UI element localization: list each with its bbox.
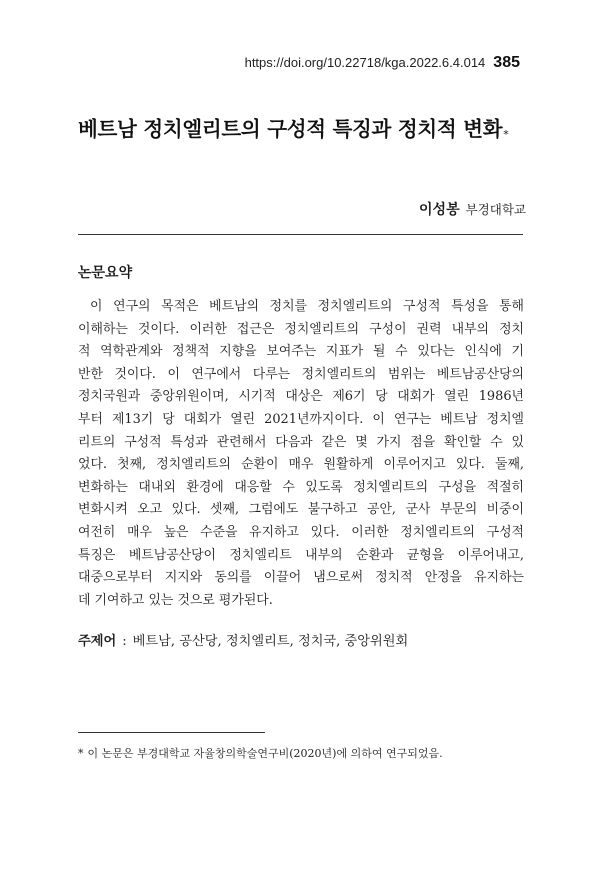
page-number: 385 bbox=[493, 54, 520, 71]
page-header bbox=[245, 54, 520, 72]
abstract-line: 이 연구의 목적은 베트남의 정치를 정치엘리트의 구성적 특성을 통해 bbox=[90, 299, 524, 314]
keywords-label: 주제어 bbox=[78, 634, 117, 649]
abstract-line: 여전히 매우 높은 수준을 유지하고 있다. 이러한 정치엘리트의 구성적 bbox=[78, 524, 524, 540]
keywords-list: 베트남, 공산당, 정치엘리트, 정치국, 중앙위원회 bbox=[132, 634, 409, 649]
header-divider bbox=[78, 234, 523, 235]
keywords-separator: : bbox=[122, 634, 127, 649]
footnote-divider bbox=[78, 732, 265, 733]
abstract-line: 정치국원과 중앙위원이며, 시기적 대상은 제6기 당 대회가 열린 1986년 bbox=[78, 389, 524, 405]
paper-title-text: 베트남 정치엘리트의 구성적 특징과 정치적 변화 bbox=[78, 117, 503, 141]
abstract-body bbox=[78, 296, 524, 612]
author-affiliation: 부경대학교 bbox=[465, 202, 526, 217]
paper-title bbox=[78, 112, 538, 142]
abstract-line: 변화하는 대내외 환경에 대응할 수 있도록 정치엘리트의 구성을 적절히 bbox=[78, 479, 524, 495]
footnote-mark: * bbox=[78, 747, 84, 760]
abstract-line: 리트의 구성적 특성과 관련해서 다음과 같은 몇 가지 점을 확인할 수 있 bbox=[78, 434, 524, 450]
author-name: 이성봉 bbox=[419, 202, 460, 218]
abstract-heading: 논문요약 bbox=[78, 265, 133, 281]
abstract-line: 특징은 베트남공산당이 정치엘리트 내부의 순환과 균형을 이루어내고, bbox=[78, 547, 524, 563]
author-block bbox=[419, 199, 526, 219]
abstract-line: 었다. 첫째, 정치엘리트의 순환이 매우 원활하게 이루어지고 있다. 둘째, bbox=[78, 457, 524, 473]
abstract-line: 이해하는 것이다. 이러한 접근은 정치엘리트의 구성이 권력 내부의 정치 bbox=[78, 321, 524, 337]
title-footnote-mark[interactable]: * bbox=[503, 128, 509, 141]
abstract-line: 반한 것이다. 이 연구에서 다루는 정치엘리트의 범위는 베트남공산당의 bbox=[78, 366, 524, 382]
abstract-line: 데 기여하고 있는 것으로 평가된다. bbox=[78, 592, 273, 608]
abstract-line: 적 역학관계와 정책적 지향을 보여주는 지표가 될 수 있다는 인식에 기 bbox=[78, 344, 524, 360]
abstract-line: 변화시켜 오고 있다. 셋째, 그럼에도 불구하고 공안, 군사 부문의 비중이 bbox=[78, 502, 524, 518]
footnote-text: 이 논문은 부경대학교 자율창의학술연구비(2020년)에 의하여 연구되었음. bbox=[87, 747, 443, 760]
abstract-line: 부터 제13기 당 대회가 열린 2021년까지이다. 이 연구는 베트남 정치엘 bbox=[78, 411, 524, 427]
footnote bbox=[78, 745, 443, 761]
doi-link[interactable]: https://doi.org/10.22718/kga.2022.6.4.014 bbox=[244, 55, 486, 70]
abstract-line: 대중으로부터 지지와 동의를 이끌어 냄으로써 정치적 안정을 유지하는 bbox=[78, 570, 524, 586]
keywords bbox=[78, 630, 408, 649]
